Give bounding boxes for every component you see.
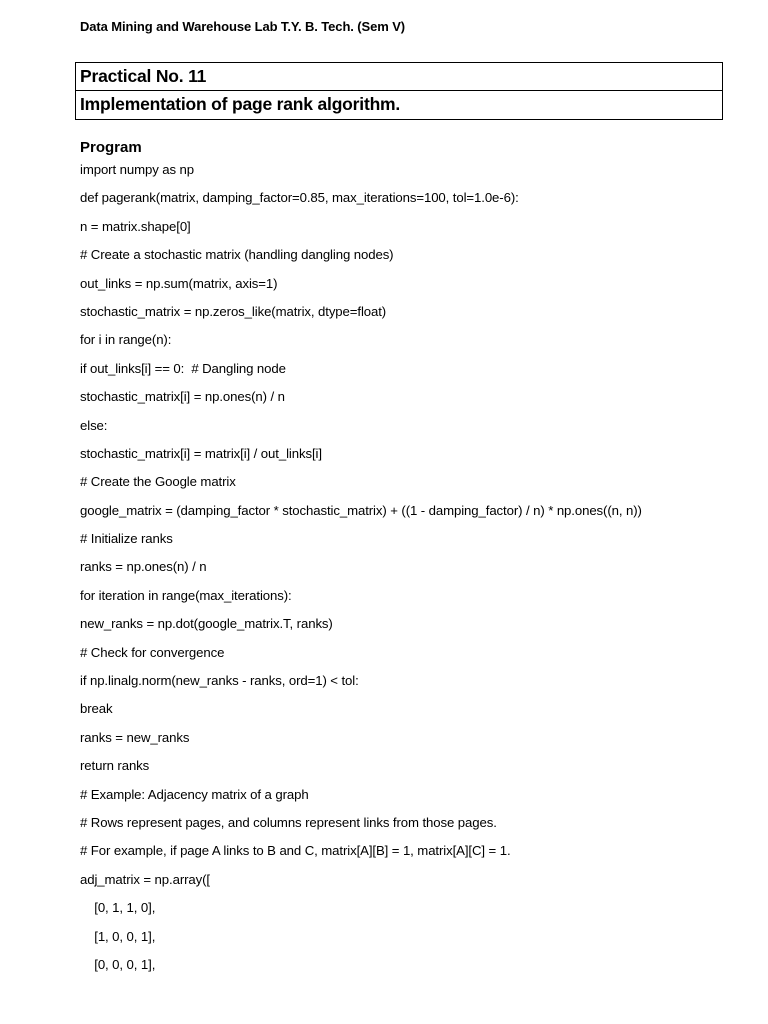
code-line: for iteration in range(max_iterations): xyxy=(80,587,292,603)
code-line: adj_matrix = np.array([ xyxy=(80,871,210,887)
practical-title-box xyxy=(75,62,723,120)
code-line: out_links = np.sum(matrix, axis=1) xyxy=(80,275,278,291)
code-line: stochastic_matrix[i] = np.ones(n) / n xyxy=(80,389,285,405)
code-line: else: xyxy=(80,417,108,433)
program-heading: Program xyxy=(80,139,142,156)
code-line: # Create the Google matrix xyxy=(80,474,236,490)
code-line: # Create a stochastic matrix (handling dangling nodes) xyxy=(80,247,394,263)
code-line: ranks = new_ranks xyxy=(80,729,190,745)
program-code xyxy=(80,158,740,981)
code-line: [1, 0, 0, 1], xyxy=(80,928,156,944)
code-line: stochastic_matrix = np.zeros_like(matrix, dtype=float) xyxy=(80,303,387,319)
code-line: new_ranks = np.dot(google_matrix.T, ranks) xyxy=(80,616,333,632)
code-line: ranks = np.ones(n) / n xyxy=(80,559,207,575)
code-line: if np.linalg.norm(new_ranks - ranks, ord=1) < tol: xyxy=(80,673,359,689)
code-line: google_matrix = (damping_factor * stochastic_matrix) + ((1 - damping_factor) / n) * np.ones((n, n)) xyxy=(80,502,642,518)
code-line: stochastic_matrix[i] = matrix[i] / out_links[i] xyxy=(80,445,322,461)
code-line: # Check for convergence xyxy=(80,644,225,660)
code-line: if out_links[i] == 0: # Dangling node xyxy=(80,360,286,376)
code-line: [0, 1, 1, 0], xyxy=(80,900,156,916)
practical-title: Implementation of page rank algorithm. xyxy=(76,90,722,119)
running-header: Data Mining and Warehouse Lab T.Y. B. Tech. (Sem V) xyxy=(80,19,406,34)
code-line: break xyxy=(80,701,113,717)
code-line: # For example, if page A links to B and C, matrix[A][B] = 1, matrix[A][C] = 1. xyxy=(80,843,511,859)
code-line: # Example: Adjacency matrix of a graph xyxy=(80,786,309,802)
practical-number: Practical No. 11 xyxy=(80,66,207,86)
code-line: # Rows represent pages, and columns represent links from those pages. xyxy=(80,814,497,830)
code-line: import numpy as np xyxy=(80,162,195,177)
code-line: return ranks xyxy=(80,758,150,774)
code-line: [0, 0, 0, 1], xyxy=(80,956,156,972)
code-line: n = matrix.shape[0] xyxy=(80,218,191,234)
code-line: for i in range(n): xyxy=(80,332,172,348)
code-line: def pagerank(matrix, damping_factor=0.85, max_iterations=100, tol=1.0e-6): xyxy=(80,190,519,206)
code-line: # Initialize ranks xyxy=(80,531,173,547)
